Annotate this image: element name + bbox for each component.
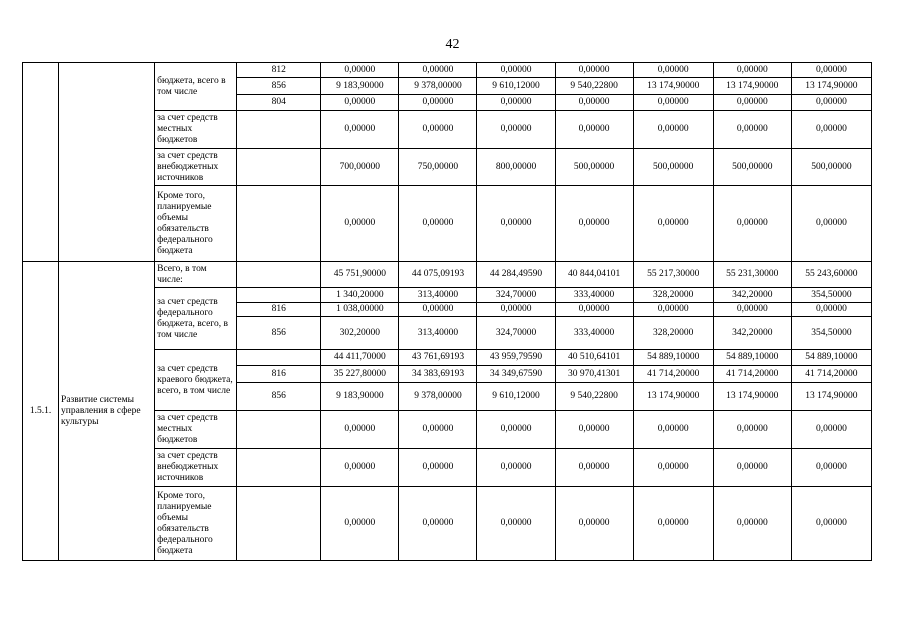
value-cell: 0,00000 bbox=[633, 111, 713, 149]
value-cell: 0,00000 bbox=[791, 111, 871, 149]
section-index: 1.5.1. bbox=[23, 262, 59, 561]
value-cell: 0,00000 bbox=[399, 111, 477, 149]
value-cell: 0,00000 bbox=[555, 449, 633, 487]
code-cell bbox=[237, 288, 321, 303]
value-cell: 800,00000 bbox=[477, 149, 555, 186]
value-cell: 0,00000 bbox=[477, 487, 555, 561]
value-cell: 302,20000 bbox=[321, 317, 399, 350]
value-cell: 0,00000 bbox=[477, 63, 555, 78]
table-row bbox=[23, 63, 872, 78]
value-cell: 0,00000 bbox=[555, 411, 633, 449]
value-cell: 313,40000 bbox=[399, 317, 477, 350]
value-cell: 9 540,22800 bbox=[555, 383, 633, 411]
value-cell: 0,00000 bbox=[555, 95, 633, 111]
value-cell: 0,00000 bbox=[555, 63, 633, 78]
row-label: за счет средств федерального бюджета, всего, в том числе bbox=[155, 288, 237, 350]
code-cell: 856 bbox=[237, 383, 321, 411]
value-cell: 13 174,90000 bbox=[713, 383, 791, 411]
code-cell: 856 bbox=[237, 317, 321, 350]
value-cell: 0,00000 bbox=[321, 186, 399, 262]
value-cell: 54 889,10000 bbox=[713, 350, 791, 366]
value-cell: 13 174,90000 bbox=[633, 78, 713, 95]
value-cell: 0,00000 bbox=[713, 111, 791, 149]
value-cell: 313,40000 bbox=[399, 288, 477, 303]
value-cell: 0,00000 bbox=[555, 186, 633, 262]
value-cell: 40 510,64101 bbox=[555, 350, 633, 366]
row-label: Всего, в том числе: bbox=[155, 262, 237, 288]
row-label: Кроме того, планируемые объемы обязательств федерального бюджета bbox=[155, 186, 237, 262]
value-cell: 9 540,22800 bbox=[555, 78, 633, 95]
value-cell: 55 243,60000 bbox=[791, 262, 871, 288]
name-cell bbox=[59, 63, 155, 262]
code-cell bbox=[237, 111, 321, 149]
value-cell: 0,00000 bbox=[713, 411, 791, 449]
code-cell bbox=[237, 411, 321, 449]
table-row bbox=[23, 262, 872, 288]
row-label: за счет средств краевого бюджета, всего, в том числе bbox=[155, 350, 237, 411]
value-cell: 0,00000 bbox=[791, 63, 871, 78]
row-label: за счет средств местных бюджетов bbox=[155, 411, 237, 449]
page-number: 42 bbox=[445, 37, 460, 52]
value-cell: 0,00000 bbox=[791, 303, 871, 317]
value-cell: 0,00000 bbox=[633, 303, 713, 317]
row-label: за счет средств внебюджетных источников bbox=[155, 449, 237, 487]
value-cell: 0,00000 bbox=[399, 95, 477, 111]
code-cell: 804 bbox=[237, 95, 321, 111]
value-cell: 333,40000 bbox=[555, 317, 633, 350]
value-cell: 43 959,79590 bbox=[477, 350, 555, 366]
value-cell: 500,00000 bbox=[633, 149, 713, 186]
value-cell: 0,00000 bbox=[321, 411, 399, 449]
value-cell: 44 411,70000 bbox=[321, 350, 399, 366]
value-cell: 0,00000 bbox=[399, 487, 477, 561]
value-cell: 342,20000 bbox=[713, 288, 791, 303]
value-cell: 0,00000 bbox=[555, 303, 633, 317]
value-cell: 0,00000 bbox=[399, 63, 477, 78]
value-cell: 0,00000 bbox=[321, 449, 399, 487]
value-cell: 700,00000 bbox=[321, 149, 399, 186]
row-label: за счет средств внебюджетных источников bbox=[155, 149, 237, 186]
value-cell: 43 761,69193 bbox=[399, 350, 477, 366]
value-cell: 0,00000 bbox=[399, 411, 477, 449]
value-cell: 9 183,90000 bbox=[321, 383, 399, 411]
value-cell: 354,50000 bbox=[791, 317, 871, 350]
value-cell: 0,00000 bbox=[633, 95, 713, 111]
value-cell: 0,00000 bbox=[477, 411, 555, 449]
value-cell: 13 174,90000 bbox=[713, 78, 791, 95]
value-cell: 0,00000 bbox=[791, 186, 871, 262]
code-cell: 816 bbox=[237, 366, 321, 383]
value-cell: 0,00000 bbox=[399, 449, 477, 487]
value-cell: 750,00000 bbox=[399, 149, 477, 186]
code-cell bbox=[237, 262, 321, 288]
value-cell: 0,00000 bbox=[477, 186, 555, 262]
budget-table bbox=[22, 62, 872, 561]
value-cell: 328,20000 bbox=[633, 288, 713, 303]
code-cell bbox=[237, 350, 321, 366]
value-cell: 1 038,00000 bbox=[321, 303, 399, 317]
value-cell: 0,00000 bbox=[321, 95, 399, 111]
value-cell: 354,50000 bbox=[791, 288, 871, 303]
value-cell: 30 970,41301 bbox=[555, 366, 633, 383]
code-cell bbox=[237, 149, 321, 186]
value-cell: 13 174,90000 bbox=[791, 383, 871, 411]
value-cell: 34 383,69193 bbox=[399, 366, 477, 383]
value-cell: 41 714,20000 bbox=[713, 366, 791, 383]
code-cell bbox=[237, 449, 321, 487]
value-cell: 0,00000 bbox=[713, 487, 791, 561]
row-label: Кроме того, планируемые объемы обязательств федерального бюджета bbox=[155, 487, 237, 561]
value-cell: 13 174,90000 bbox=[633, 383, 713, 411]
value-cell: 0,00000 bbox=[321, 111, 399, 149]
value-cell: 0,00000 bbox=[399, 186, 477, 262]
value-cell: 0,00000 bbox=[633, 449, 713, 487]
value-cell: 54 889,10000 bbox=[633, 350, 713, 366]
value-cell: 45 751,90000 bbox=[321, 262, 399, 288]
value-cell: 333,40000 bbox=[555, 288, 633, 303]
value-cell: 0,00000 bbox=[633, 487, 713, 561]
value-cell: 328,20000 bbox=[633, 317, 713, 350]
value-cell: 0,00000 bbox=[555, 487, 633, 561]
value-cell: 0,00000 bbox=[633, 411, 713, 449]
value-cell: 0,00000 bbox=[791, 95, 871, 111]
value-cell: 35 227,80000 bbox=[321, 366, 399, 383]
row-label: за счет средств местных бюджетов bbox=[155, 111, 237, 149]
value-cell: 9 378,00000 bbox=[399, 383, 477, 411]
value-cell: 9 183,90000 bbox=[321, 78, 399, 95]
value-cell: 0,00000 bbox=[713, 186, 791, 262]
value-cell: 41 714,20000 bbox=[633, 366, 713, 383]
value-cell: 0,00000 bbox=[477, 303, 555, 317]
value-cell: 0,00000 bbox=[321, 487, 399, 561]
code-cell bbox=[237, 186, 321, 262]
value-cell: 0,00000 bbox=[791, 411, 871, 449]
value-cell: 55 217,30000 bbox=[633, 262, 713, 288]
value-cell: 34 349,67590 bbox=[477, 366, 555, 383]
code-cell: 816 bbox=[237, 303, 321, 317]
value-cell: 0,00000 bbox=[633, 63, 713, 78]
value-cell: 0,00000 bbox=[321, 63, 399, 78]
value-cell: 0,00000 bbox=[477, 111, 555, 149]
value-cell: 40 844,04101 bbox=[555, 262, 633, 288]
value-cell: 0,00000 bbox=[713, 449, 791, 487]
value-cell: 0,00000 bbox=[477, 95, 555, 111]
value-cell: 13 174,90000 bbox=[791, 78, 871, 95]
value-cell: 0,00000 bbox=[713, 303, 791, 317]
value-cell: 324,70000 bbox=[477, 288, 555, 303]
value-cell: 500,00000 bbox=[791, 149, 871, 186]
code-cell: 856 bbox=[237, 78, 321, 95]
value-cell: 500,00000 bbox=[555, 149, 633, 186]
row-label: бюджета, всего в том числе bbox=[155, 63, 237, 111]
value-cell: 44 075,09193 bbox=[399, 262, 477, 288]
value-cell: 0,00000 bbox=[791, 449, 871, 487]
value-cell: 0,00000 bbox=[399, 303, 477, 317]
value-cell: 324,70000 bbox=[477, 317, 555, 350]
value-cell: 44 284,49590 bbox=[477, 262, 555, 288]
value-cell: 500,00000 bbox=[713, 149, 791, 186]
value-cell: 54 889,10000 bbox=[791, 350, 871, 366]
value-cell: 9 610,12000 bbox=[477, 383, 555, 411]
value-cell: 0,00000 bbox=[713, 95, 791, 111]
value-cell: 0,00000 bbox=[477, 449, 555, 487]
section-name: Развитие системы управления в сфере культуры bbox=[59, 262, 155, 561]
value-cell: 41 714,20000 bbox=[791, 366, 871, 383]
value-cell: 0,00000 bbox=[713, 63, 791, 78]
value-cell: 342,20000 bbox=[713, 317, 791, 350]
code-cell bbox=[237, 487, 321, 561]
value-cell: 0,00000 bbox=[633, 186, 713, 262]
value-cell: 1 340,20000 bbox=[321, 288, 399, 303]
value-cell: 0,00000 bbox=[555, 111, 633, 149]
value-cell: 9 610,12000 bbox=[477, 78, 555, 95]
value-cell: 0,00000 bbox=[791, 487, 871, 561]
index-cell bbox=[23, 63, 59, 262]
value-cell: 9 378,00000 bbox=[399, 78, 477, 95]
value-cell: 55 231,30000 bbox=[713, 262, 791, 288]
code-cell: 812 bbox=[237, 63, 321, 78]
